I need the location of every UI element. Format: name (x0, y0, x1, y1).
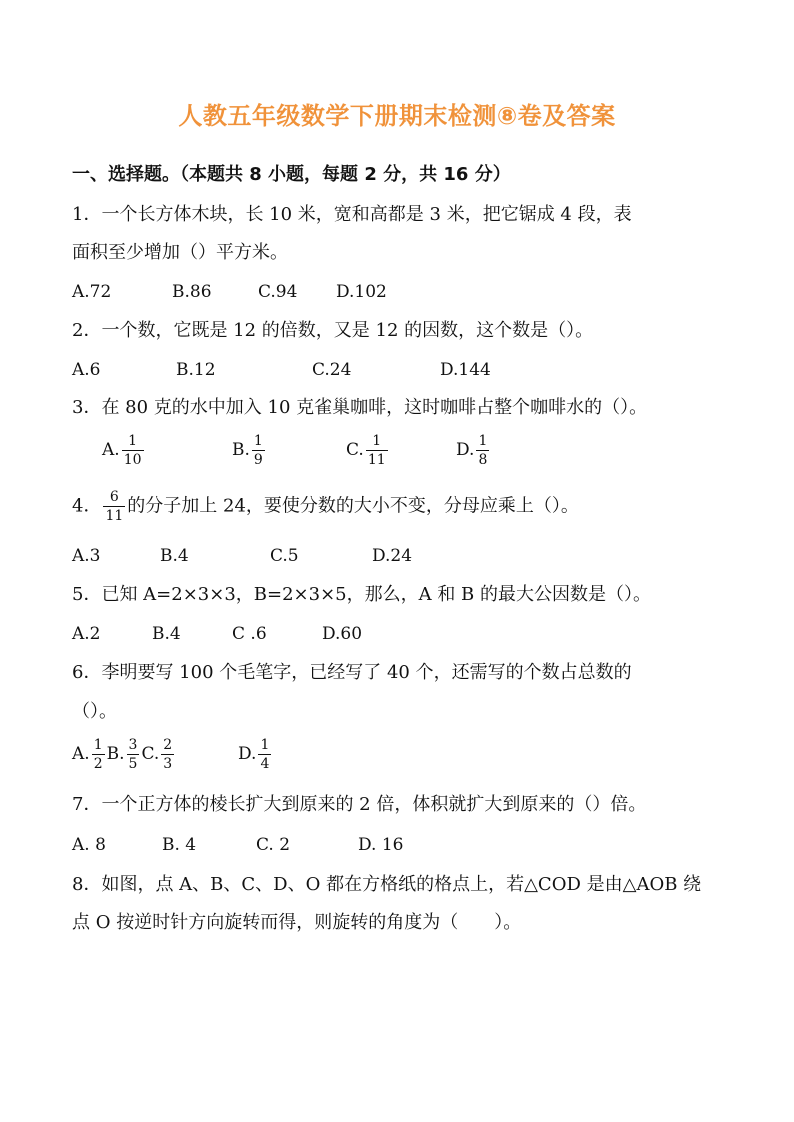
fraction-denominator: 10 (123, 452, 142, 468)
question-7-option-b: B. 4 (162, 835, 197, 855)
question-4-option-d: D.24 (372, 546, 413, 566)
question-7-option-c: C. 2 (256, 835, 291, 855)
fraction (258, 738, 271, 771)
option-letter: C. (346, 440, 364, 460)
question-3-option-a (102, 434, 146, 467)
option-letter: D. (456, 440, 475, 460)
option-letter: D. (238, 744, 257, 764)
fraction (103, 490, 125, 523)
question-3-text: 3．在 80 克的水中加入 10 克雀巢咖啡，这时咖啡占整个咖啡水的（）。 (72, 397, 648, 418)
question-1-line-2: 面积至少增加（）平方米。 (72, 242, 288, 263)
question-4-text (72, 490, 579, 523)
fraction-denominator: 11 (367, 452, 386, 468)
fraction-denominator: 4 (260, 756, 270, 772)
option-letter: C. (141, 744, 160, 764)
question-2-option-a: A.6 (72, 360, 101, 380)
question-5-option-c: C .6 (232, 624, 267, 644)
question-3-option-c (346, 434, 390, 467)
fraction-numerator: 2 (163, 737, 173, 753)
question-4-option-a: A.3 (72, 546, 101, 566)
question-1-line-1: 1．一个长方体木块，长 10 米，宽和高都是 3 米，把它锯成 4 段，表 (72, 204, 632, 225)
fraction (476, 434, 489, 467)
fraction-numerator: 1 (93, 737, 103, 753)
question-number: 4． (72, 495, 102, 517)
fraction-numerator: 1 (122, 434, 144, 451)
fraction-numerator: 1 (366, 434, 388, 451)
question-5-option-d: D.60 (322, 624, 363, 644)
question-3-option-b (232, 434, 267, 467)
fraction (161, 738, 174, 771)
fraction-denominator: 9 (253, 452, 263, 468)
fraction-numerator: 1 (253, 433, 263, 449)
question-6-line-1: 6．李明要写 100 个毛笔字，已经写了 40 个，还需写的个数占总数的 (72, 662, 632, 683)
question-2-option-d: D.144 (440, 360, 491, 380)
section-heading: 一、选择题。（本题共 8 小题，每题 2 分，共 16 分） (72, 164, 511, 185)
fraction-denominator: 8 (478, 452, 488, 468)
question-1-option-b: B.86 (172, 282, 212, 302)
question-4-body: 的分子加上 24，要使分数的大小不变，分母应乘上（）。 (127, 495, 579, 517)
fraction-denominator: 11 (105, 508, 124, 524)
question-5-option-b: B.4 (152, 624, 181, 644)
question-4-option-b: B.4 (160, 546, 189, 566)
fraction-numerator: 1 (478, 433, 488, 449)
question-7-option-a: A. 8 (72, 835, 106, 855)
question-8-line-2: 点 O 按逆时针方向旋转而得，则旋转的角度为（ ）。 (72, 912, 522, 933)
question-5-text: 5．已知 A=2×3×3，B=2×3×5，那么，A 和 B 的最大公因数是（）。 (72, 584, 651, 605)
fraction-numerator: 1 (260, 737, 270, 753)
fraction-numerator: 6 (103, 490, 125, 507)
question-1-option-d: D.102 (336, 282, 387, 302)
question-7-option-d: D. 16 (358, 835, 404, 855)
question-4-option-c: C.5 (270, 546, 299, 566)
question-2-option-b: B.12 (176, 360, 216, 380)
fraction-denominator: 5 (128, 756, 138, 772)
question-1-option-c: C.94 (258, 282, 298, 302)
option-letter: B. (106, 744, 125, 764)
fraction-numerator: 3 (128, 737, 138, 753)
question-5-option-a: A.2 (72, 624, 101, 644)
question-2-text: 2．一个数，它既是 12 的倍数，又是 12 的因数，这个数是（）。 (72, 320, 594, 341)
fraction (122, 434, 144, 467)
fraction (366, 434, 388, 467)
question-6-options (72, 738, 176, 771)
option-letter: B. (232, 440, 250, 460)
question-7-text: 7．一个正方体的棱长扩大到原来的 2 倍，体积就扩大到原来的（）倍。 (72, 794, 647, 815)
page-title: 人教五年级数学下册期末检测⑧卷及答案 (178, 102, 616, 130)
question-8-line-1: 8．如图，点 A、B、C、D、O 都在方格纸的格点上，若△COD 是由△AOB 绕 (72, 874, 702, 895)
option-letter: A. (102, 440, 120, 460)
fraction (92, 738, 105, 771)
question-6-option-d (238, 738, 273, 771)
question-1-option-a: A.72 (72, 282, 112, 302)
fraction-denominator: 2 (93, 756, 103, 772)
fraction (127, 738, 140, 771)
fraction-denominator: 3 (163, 756, 173, 772)
question-2-option-c: C.24 (312, 360, 352, 380)
question-6-line-2: （）。 (72, 701, 117, 722)
option-letter: A. (72, 744, 90, 764)
question-3-option-d (456, 434, 491, 467)
fraction (252, 434, 265, 467)
